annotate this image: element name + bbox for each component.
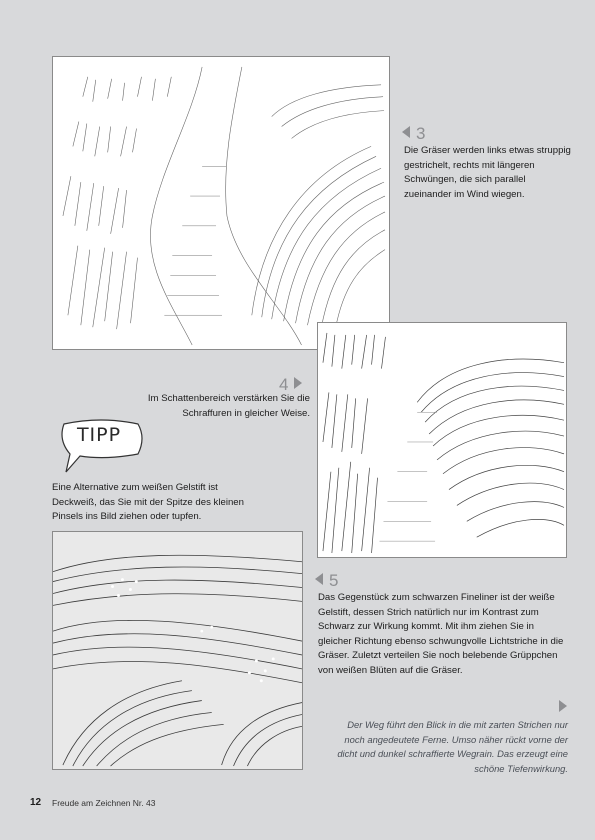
footer-title: Freude am Zeichnen Nr. 43 (52, 798, 156, 808)
step-5-number: 5 (315, 572, 338, 590)
illustration-step-5 (52, 531, 303, 770)
illustration-step-4 (317, 322, 567, 558)
triangle-left-icon (402, 126, 410, 138)
triangle-right-icon (559, 700, 567, 712)
step-4-number: 4 (279, 376, 302, 394)
caption-text: Der Weg führt den Blick in die mit zarten Strichen nur noch angedeutete Ferne. Umso näher rückt vorne der dicht und dunkel schraffierte Wegrain. Das erzeugt eine schöne Tiefenwirkung. (337, 719, 568, 774)
grass-path-sketch-5 (53, 532, 302, 769)
grass-path-sketch-3 (53, 57, 389, 349)
tip-label: TIPP (76, 424, 122, 446)
step-4-text: Im Schattenbereich verstärken Sie die Schraffuren in gleicher Weise. (147, 393, 310, 419)
grass-path-sketch-4 (318, 323, 566, 557)
tip-text: Eine Alternative zum weißen Gelstift ist Deckweiß, das Sie mit der Spitze des kleinen Pinsels ins Bild ziehen oder tupfen. (52, 482, 244, 523)
step-3-text: Die Gräser werden links etwas struppig gestrichelt, rechts mit längeren Schwüngen, die sich parallel zueinander im Wind wiegen. (404, 145, 571, 200)
triangle-left-icon (315, 573, 323, 585)
step-3-number: 3 (402, 125, 425, 143)
triangle-right-icon (294, 377, 302, 389)
step-5-text: Das Gegenstück zum schwarzen Fineliner ist der weiße Gelstift, dessen Strich natürlich nur im Kontrast zum Schwarz zur Wirkung kommt. Mit ihm ziehen Sie in gleicher Richtung ebenso schwungvolle Lichtstriche in die Gräser. Zuletzt verteilen Sie noch belebende Grüppchen von weißen Blüten auf die Gräser. (318, 592, 564, 676)
page-number: 12 (30, 797, 42, 808)
illustration-step-3 (52, 56, 390, 350)
